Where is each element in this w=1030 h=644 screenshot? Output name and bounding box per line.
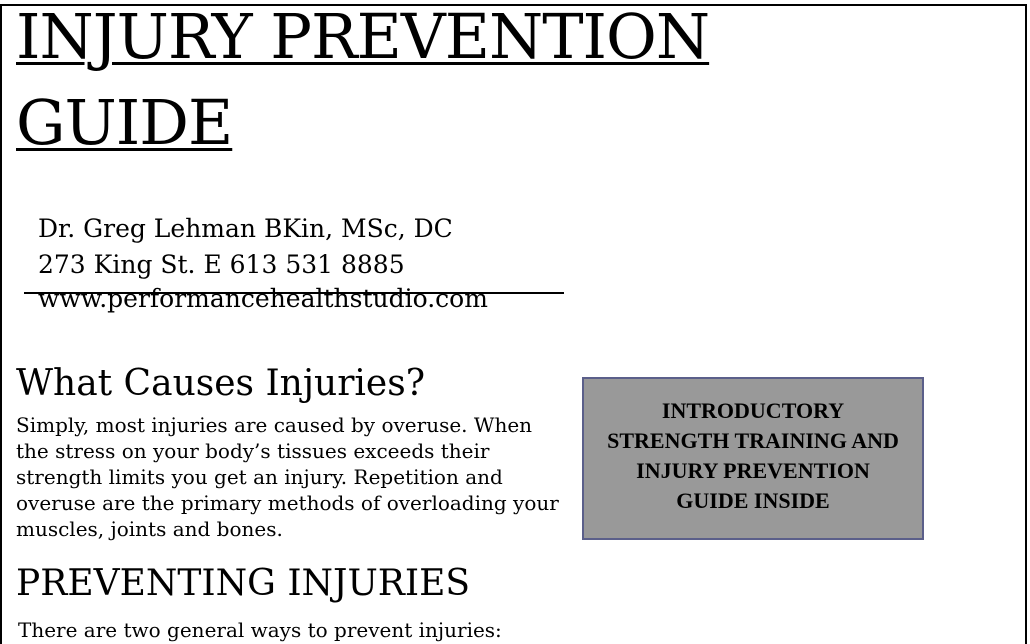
callout-line: INJURY PREVENTION xyxy=(636,457,870,483)
callout-text xyxy=(599,392,907,520)
callout-line: GUIDE INSIDE xyxy=(676,487,830,513)
section-heading-preventing: PREVENTING INJURIES xyxy=(16,563,471,604)
section-body-causes xyxy=(16,412,580,542)
causes-paragraph xyxy=(16,412,580,542)
paragraph-line: Simply, most injuries are caused by overuse. When xyxy=(16,413,533,437)
paragraph-line: the stress on your body’s tissues exceeds their xyxy=(16,439,490,463)
callout-line: STRENGTH TRAINING AND xyxy=(607,427,899,453)
website-link[interactable]: www.performancehealthstudio.com xyxy=(38,284,488,313)
callout-box xyxy=(582,377,924,540)
author-name: Dr. Greg Lehman BKin, MSc, DC xyxy=(38,214,453,243)
paragraph-line: strength limits you get an injury. Repetition and xyxy=(16,465,503,489)
address-phone: 273 King St. E 613 531 8885 xyxy=(38,250,405,279)
paragraph-line: overuse are the primary methods of overloading your xyxy=(16,491,559,515)
document-title-line-2: GUIDE xyxy=(16,86,233,159)
paragraph-line: muscles, joints and bones. xyxy=(16,517,283,541)
section-heading-causes: What Causes Injuries? xyxy=(16,363,426,404)
preventing-intro-text: There are two general ways to prevent injuries: xyxy=(18,618,502,642)
document-title-line-1: INJURY PREVENTION xyxy=(16,0,710,73)
callout-line: INTRODUCTORY xyxy=(661,397,845,423)
